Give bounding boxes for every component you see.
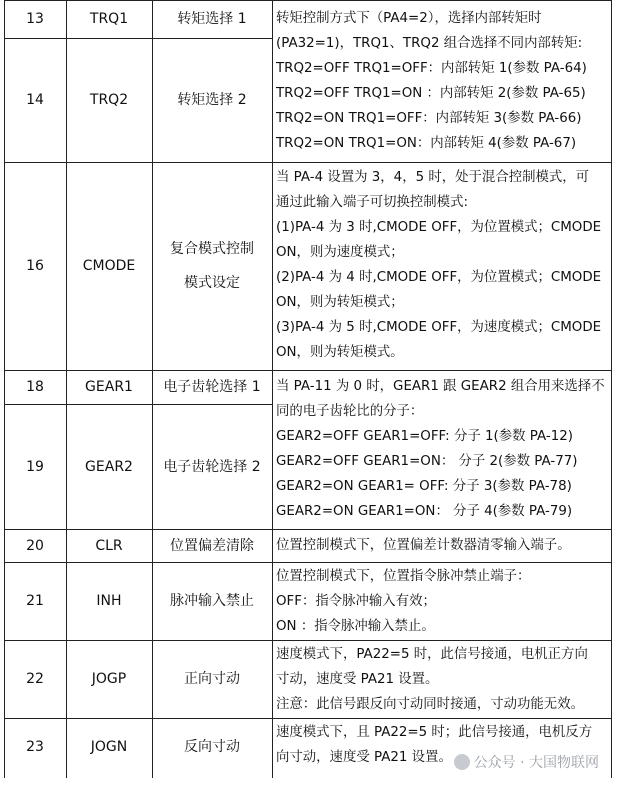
table-rule (4, 0, 612, 1)
row-number: 22 (26, 671, 44, 687)
row-number: 20 (26, 537, 44, 554)
table-rule (4, 718, 612, 719)
signal-name: TRQ1 (89, 11, 129, 27)
cmode-description: 当 PA-4 设置为 3，4，5 时，处于混合控制模式，可 通过此输入端子可切换控制模式: (1)PA-4 为 3 时,CMODE OFF，为位置模式；CMODE ON，则为速度模式； (2)PA-4 为 4 时,CMODE OFF，为位置模式；CMODE ON，则为转矩模式； (3)PA-4 为 5 时,CMODE OFF，为速度模式；CMODE ON，则为转矩模式。 (276, 170, 602, 360)
table-rule (4, 640, 612, 641)
table-rule (611, 0, 612, 778)
table-rule (4, 0, 5, 778)
table-rule (4, 38, 272, 39)
row-number: 21 (26, 593, 44, 609)
signal-name: GEAR2 (85, 458, 133, 475)
signal-name: JOGN (90, 739, 128, 755)
inh-description: 位置控制模式下，位置指令脉冲禁止端子： OFF：指令脉冲输入有效； ON ：指令脉冲输入禁止。 (276, 569, 531, 634)
gear-description: 当 PA-11 为 0 时，GEAR1 跟 GEAR2 组合用来选择不 同的电子齿轮比的分子： GEAR2=OFF GEAR1=OFF: 分子 1(参数 PA-12) GEAR2=OFF GEAR1=ON： 分子 2(参数 PA-77) GEAR2=ON GEAR1= OFF: 分子 3(参数 PA-78) GEAR2=ON GEAR1=ON： 分子 4(参数 PA-79) (276, 379, 605, 519)
signal-name: TRQ2 (89, 92, 129, 108)
trq-description: 转矩控制方式下（PA4=2），选择内部转矩时 (PA32=1)，TRQ1、TRQ2 组合选择不同内部转矩: TRQ2=OFF TRQ1=OFF：内部转矩 1(参数 PA-64) TRQ2=OFF TRQ1=ON ：内部转矩 2(参数 PA-65) TRQ2=ON TRQ1=OFF：内部转矩 3(参数 PA-66) TRQ2=ON TRQ1=ON：内部转矩 4(参数 PA-67) (276, 11, 587, 151)
function-name: 反向寸动 (184, 739, 240, 755)
function-name: 电子齿轮选择 2 (163, 458, 261, 475)
table-rule (4, 162, 612, 163)
function-name: 脉冲输入禁止 (170, 593, 254, 609)
row-number: 19 (26, 458, 44, 475)
function-name: 转矩选择 2 (177, 92, 247, 108)
function-name: 转矩选择 1 (177, 11, 247, 27)
table-rule (272, 0, 273, 778)
table-rule (4, 562, 612, 563)
table-rule (4, 370, 612, 371)
row-number: 14 (26, 92, 44, 108)
watermark: 公众号 · 大国物联网 (454, 752, 599, 772)
table-rule (66, 0, 67, 778)
function-name: 正向寸动 (184, 671, 240, 687)
table-rule (152, 0, 153, 778)
signal-name: INH (96, 593, 122, 609)
jogp-description: 速度模式下，PA22=5 时，此信号接通，电机正方向 寸动，速度受 PA21 设置。 注意：此信号跟反向寸动同时接通，寸动功能无效。 (276, 647, 588, 712)
wechat-icon (454, 754, 470, 770)
table-rule (4, 529, 612, 530)
row-number: 13 (26, 11, 44, 27)
function-name: 电子齿轮选择 1 (163, 379, 261, 395)
table-rule (4, 404, 272, 405)
signal-name: GEAR1 (85, 379, 133, 395)
signal-name: CMODE (82, 258, 136, 274)
row-number: 16 (26, 258, 44, 274)
jogn-description: 速度模式下，且 PA22=5 时；此信号接通，电机反方 向寸动，速度受 PA21 设置。 (276, 725, 593, 765)
row-number: 18 (26, 379, 44, 395)
clr-description: 位置控制模式下，位置偏差计数器清零输入端子。 (276, 538, 571, 553)
row-number: 23 (26, 739, 44, 755)
function-name: 位置偏差清除 (170, 537, 254, 554)
signal-name: CLR (95, 537, 123, 554)
signal-name: JOGP (91, 671, 127, 687)
function-name: 复合模式控制 模式设定 (170, 241, 254, 291)
